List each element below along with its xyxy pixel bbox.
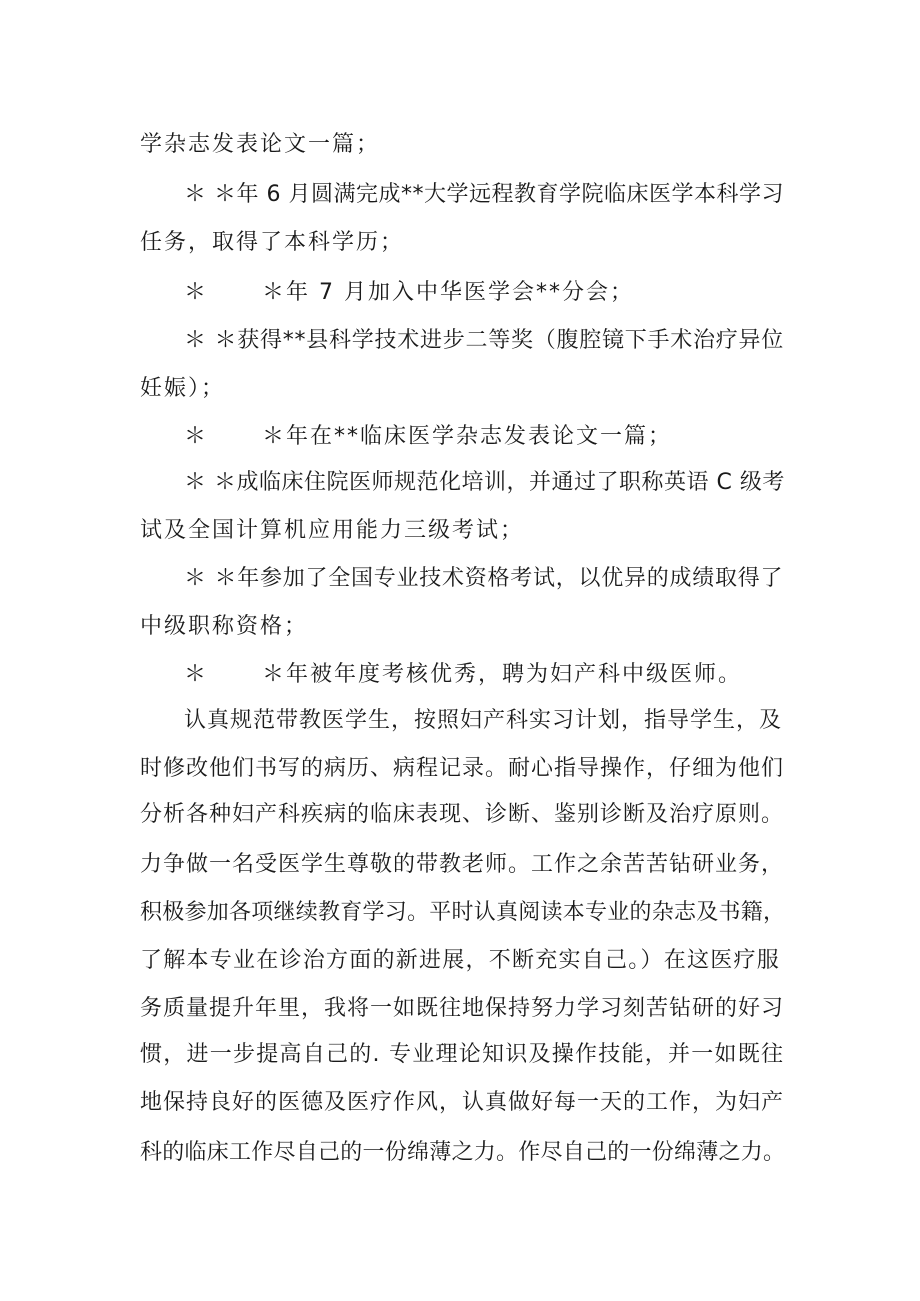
text-line-21: 地保持良好的医德及医疗作风，认真做好每一天的工作，为妇产 <box>140 1090 785 1115</box>
text-line-19: 务质量提升年里，我将一如既往地保持努力学习刻苦钻研的好习 <box>140 996 785 1021</box>
text-line-1: 学杂志发表论文一篇； <box>140 132 381 157</box>
text-line-11: 中级职称资格； <box>140 614 309 639</box>
text-line-13: 认真规范带教医学生，按照妇产科实习计划，指导学生，及 <box>184 708 783 733</box>
text-line-2: ＊ ＊年 6 月圆满完成**大学远程教育学院临床医学本科学习 <box>184 182 784 207</box>
text-line-10: ＊ ＊年参加了全国专业技术资格考试，以优异的成绩取得了 <box>184 566 784 591</box>
text-line-12: ＊ ＊年被年度考核优秀，聘为妇产科中级医师。 <box>184 662 742 687</box>
text-line-9: 试及全国计算机应用能力三级考试； <box>140 518 525 543</box>
text-line-8: ＊ ＊成临床住院医师规范化培训，并通过了职称英语 C 级考 <box>184 470 785 495</box>
text-line-5: ＊ ＊获得**县科学技术进步二等奖（腹腔镜下手术治疗异位 <box>184 328 784 353</box>
text-line-20: 惯，进一步提高自己的. 专业理论知识及操作技能，并一如既往 <box>140 1042 785 1067</box>
text-line-3: 任务，取得了本科学历； <box>140 230 405 255</box>
text-line-16: 力争做一名受医学生尊敬的带教老师。工作之余苦苦钻研业务， <box>140 852 785 877</box>
text-line-18: 了解本专业在诊治方面的新进展，不断充实自己。）在这医疗服 <box>140 948 781 973</box>
text-line-6: 妊娠）； <box>140 376 226 401</box>
text-line-15: 分析各种妇产科疾病的临床表现、诊断、鉴别诊断及治疗原则。 <box>140 802 785 827</box>
text-line-22: 科的临床工作尽自己的一份绵薄之力。作尽自己的一份绵薄之力。 <box>140 1140 786 1165</box>
text-line-17: 积极参加各项继续教育学习。平时认真阅读本专业的杂志及书籍， <box>140 900 786 925</box>
text-line-4: ＊ ＊年 7 月加入中华医学会**分会； <box>184 280 634 305</box>
text-line-14: 时修改他们书写的病历、病程记录。耐心指导操作，仔细为他们 <box>140 756 785 781</box>
text-line-7: ＊ ＊年在**临床医学杂志发表论文一篇； <box>184 424 672 449</box>
